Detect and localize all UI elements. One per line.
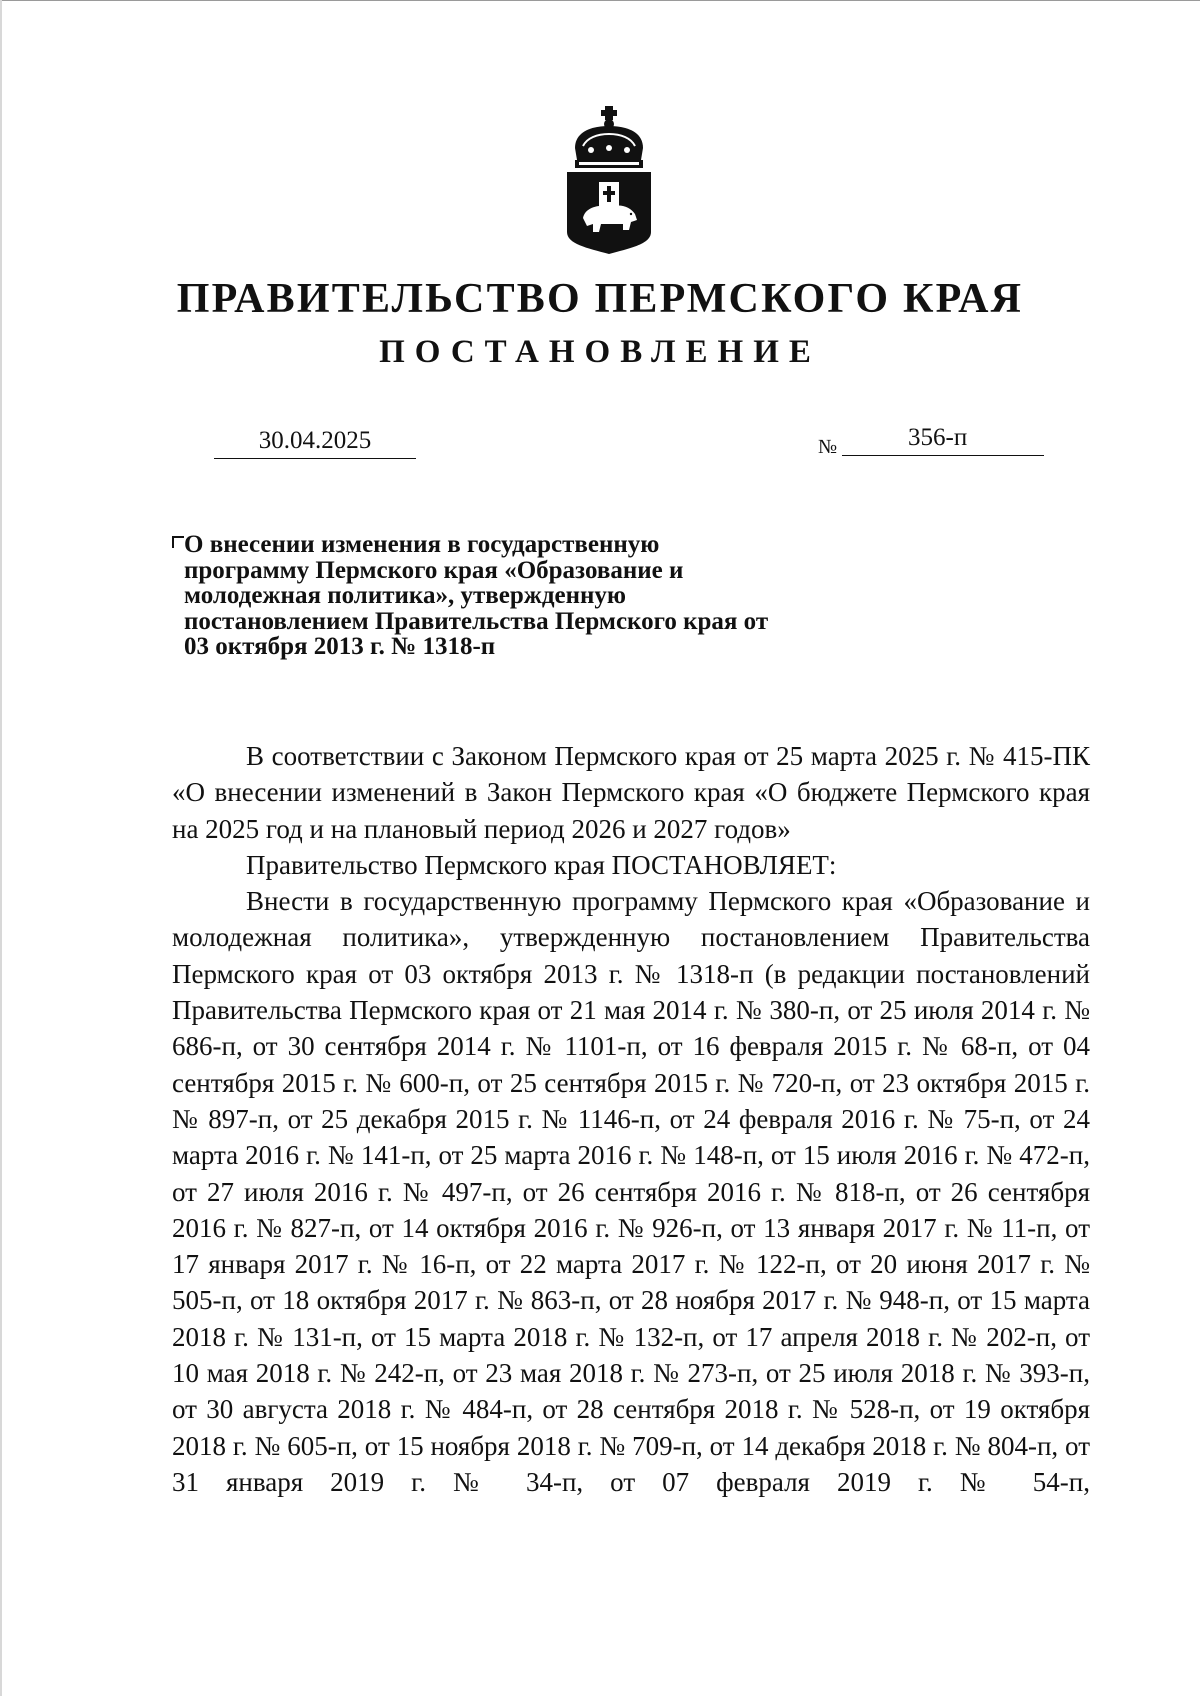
- document-date: 30.04.2025: [214, 424, 416, 459]
- number-sign: №: [818, 436, 838, 458]
- subject-corner-mark: [172, 536, 184, 548]
- scan-top-edge: [0, 0, 1200, 1]
- scan-left-edge: [0, 0, 2, 1696]
- document-body: [172, 738, 1090, 1500]
- document-type: ПОСТАНОВЛЕНИЕ: [379, 334, 821, 370]
- government-title: ПРАВИТЕЛЬСТВО ПЕРМСКОГО КРАЯ: [176, 276, 1024, 322]
- body-paragraph-1: В соответствии с Законом Пермского края от 25 марта 2025 г. № 415-ПК «О внесении изменений в Закон Пермского края «О бюджете Пермского края на 2025 год и на плановый период 2026 и 2027 годов»: [172, 741, 1090, 844]
- body-paragraph-2: Правительство Пермского края ПОСТАНОВЛЯЕТ:: [246, 849, 837, 880]
- body-paragraph-3: Внести в государственную программу Пермского края «Образование и молодежная политика», утвержденную постановлением Правительства Пермского края от 03 октября 2013 г. № 1318-п (в редакции постановлений Правительства Пермского края от 21 мая 2014 г. № 380-п, от 25 июля 2014 г. № 686-п, от 30 сентября 2014 г. № 1101-п, от 16 февраля 2015 г. № 68-п, от 04 сентября 2015 г. № 600-п, от 25 сентября 2015 г. № 720-п, от 23 октября 2015 г. № 897-п, от 25 декабря 2015 г. № 1146-п, от 24 февраля 2016 г. № 75-п, от 24 марта 2016 г. № 141-п, от 25 марта 2016 г. № 148-п, от 15 июля 2016 г. № 472-п, от 27 июля 2016 г. № 497-п, от 26 сентября 2016 г. № 818-п, от 26 сентября 2016 г. № 827-п, от 14 октября 2016 г. № 926-п, от 13 января 2017 г. № 11-п, от 17 января 2017 г. № 16-п, от 22 марта 2017 г. № 122-п, от 20 июня 2017 г. № 505-п, от 18 октября 2017 г. № 863-п, от 28 ноября 2017 г. № 948-п, от 15 марта 2018 г. № 131-п, от 15 марта 2018 г. № 132-п, от 17 апреля 2018 г. № 202-п, от 10 мая 2018 г. № 242-п, от 23 мая 2018 г. № 273-п, от 25 июля 2018 г. № 393-п, от 30 августа 2018 г. № 484-п, от 28 сентября 2018 г. № 528-п, от 19 октября 2018 г. № 605-п, от 15 ноября 2018 г. № 709-п, от 14 декабря 2018 г. № 804-п, от 31 января 2019 г. № 34-п, от 07 февраля 2019 г. № 54-п,: [172, 886, 1090, 1497]
- document-subject: О внесении изменения в государственную программу Пермского края «Образование и молодежная политика», утвержденную постановлением Правительства Пермского края от 03 октября 2013 г. № 1318-п: [184, 531, 769, 660]
- perm-krai-coat-of-arms-icon: [561, 104, 657, 256]
- document-number: 356-п: [842, 422, 1044, 456]
